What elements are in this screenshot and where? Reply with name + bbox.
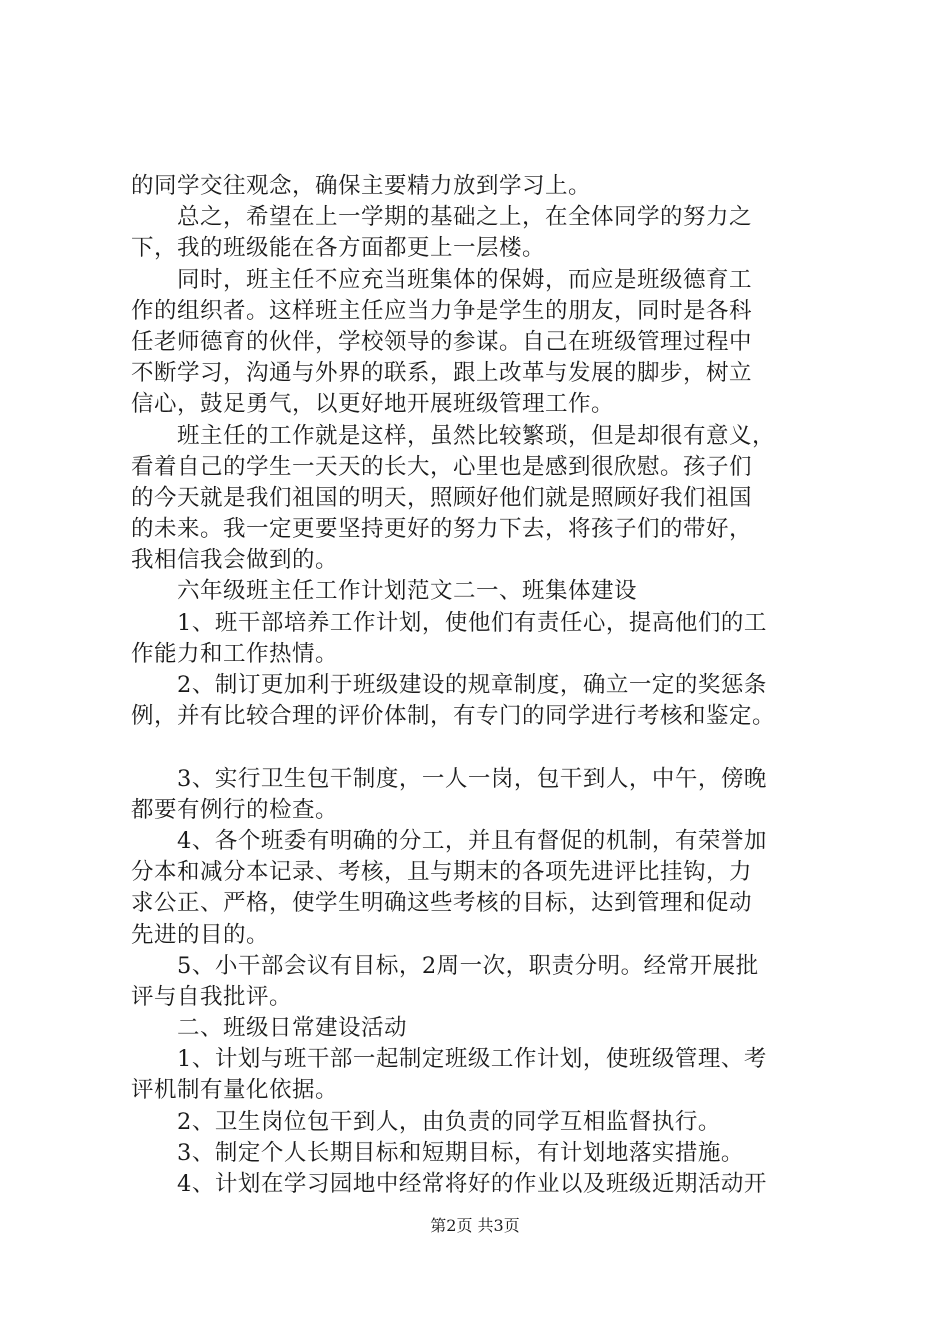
text-line: 2、卫生岗位包干到人，由负责的同学互相监督执行。 <box>131 1108 721 1135</box>
text-line: 任老师德育的伙伴，学校领导的参谋。自己在班级管理过程中 <box>131 328 753 355</box>
text-line: 的未来。我一定更要坚持更好的努力下去，将孩子们的带好， <box>131 516 753 543</box>
page-number-footer: 第2页 共3页 <box>430 1216 520 1235</box>
text-line: 都要有例行的检查。 <box>131 796 339 823</box>
text-line: 1、计划与班干部一起制定班级工作计划，使班级管理、考 <box>131 1046 767 1073</box>
text-line: 作能力和工作热情。 <box>131 640 339 667</box>
text-line: 评与自我批评。 <box>131 983 293 1010</box>
text-line: 例，并有比较合理的评价体制，有专门的同学进行考核和鉴定。 <box>131 703 776 730</box>
text-line: 我相信我会做到的。 <box>131 547 339 574</box>
text-line: 班主任的工作就是这样，虽然比较繁琐，但是却很有意义， <box>131 422 776 449</box>
text-line: 同时，班主任不应充当班集体的保姆，而应是班级德育工 <box>131 266 753 293</box>
text-line: 4、计划在学习园地中经常将好的作业以及班级近期活动开 <box>131 1171 767 1197</box>
text-line: 先进的目的。 <box>131 921 270 948</box>
blank-line <box>131 732 831 763</box>
section-heading: 六年级班主任工作计划范文二一、班集体建设 <box>131 578 638 605</box>
text-line: 3、制定个人长期目标和短期目标，有计划地落实措施。 <box>131 1139 744 1166</box>
text-line: 分本和减分本记录、考核，且与期末的各项先进评比挂钩，力 <box>131 859 753 886</box>
document-body <box>131 171 831 1200</box>
section-heading: 二、班级日常建设活动 <box>131 1015 408 1042</box>
text-line: 5、小干部会议有目标，2周一次，职责分明。经常开展批 <box>131 952 759 979</box>
text-line: 评机制有量化依据。 <box>131 1077 339 1104</box>
text-line: 3、实行卫生包干制度，一人一岗，包干到人，中午，傍晚 <box>131 765 767 792</box>
text-line: 1、班干部培养工作计划，使他们有责任心，提高他们的工 <box>131 609 767 636</box>
text-line: 下，我的班级能在各方面都更上一层楼。 <box>131 235 546 262</box>
text-line: 不断学习，沟通与外界的联系，跟上改革与发展的脚步，树立 <box>131 360 753 387</box>
text-line: 4、各个班委有明确的分工，并且有督促的机制，有荣誉加 <box>131 827 767 854</box>
text-line: 总之，希望在上一学期的基础之上，在全体同学的努力之 <box>131 204 753 231</box>
text-line: 的同学交往观念，确保主要精力放到学习上。 <box>131 173 592 199</box>
text-line: 作的组织者。这样班主任应当力争是学生的朋友，同时是各科 <box>131 297 753 324</box>
text-line: 信心，鼓足勇气，以更好地开展班级管理工作。 <box>131 391 615 418</box>
text-line: 求公正、严格，使学生明确这些考核的目标，达到管理和促动 <box>131 890 753 917</box>
text-line: 看着自己的学生一天天的长大，心里也是感到很欣慰。孩子们 <box>131 453 753 480</box>
text-line: 的今天就是我们祖国的明天，照顾好他们就是照顾好我们祖国 <box>131 484 753 511</box>
text-line: 2、制订更加利于班级建设的规章制度，确立一定的奖惩条 <box>131 672 767 698</box>
